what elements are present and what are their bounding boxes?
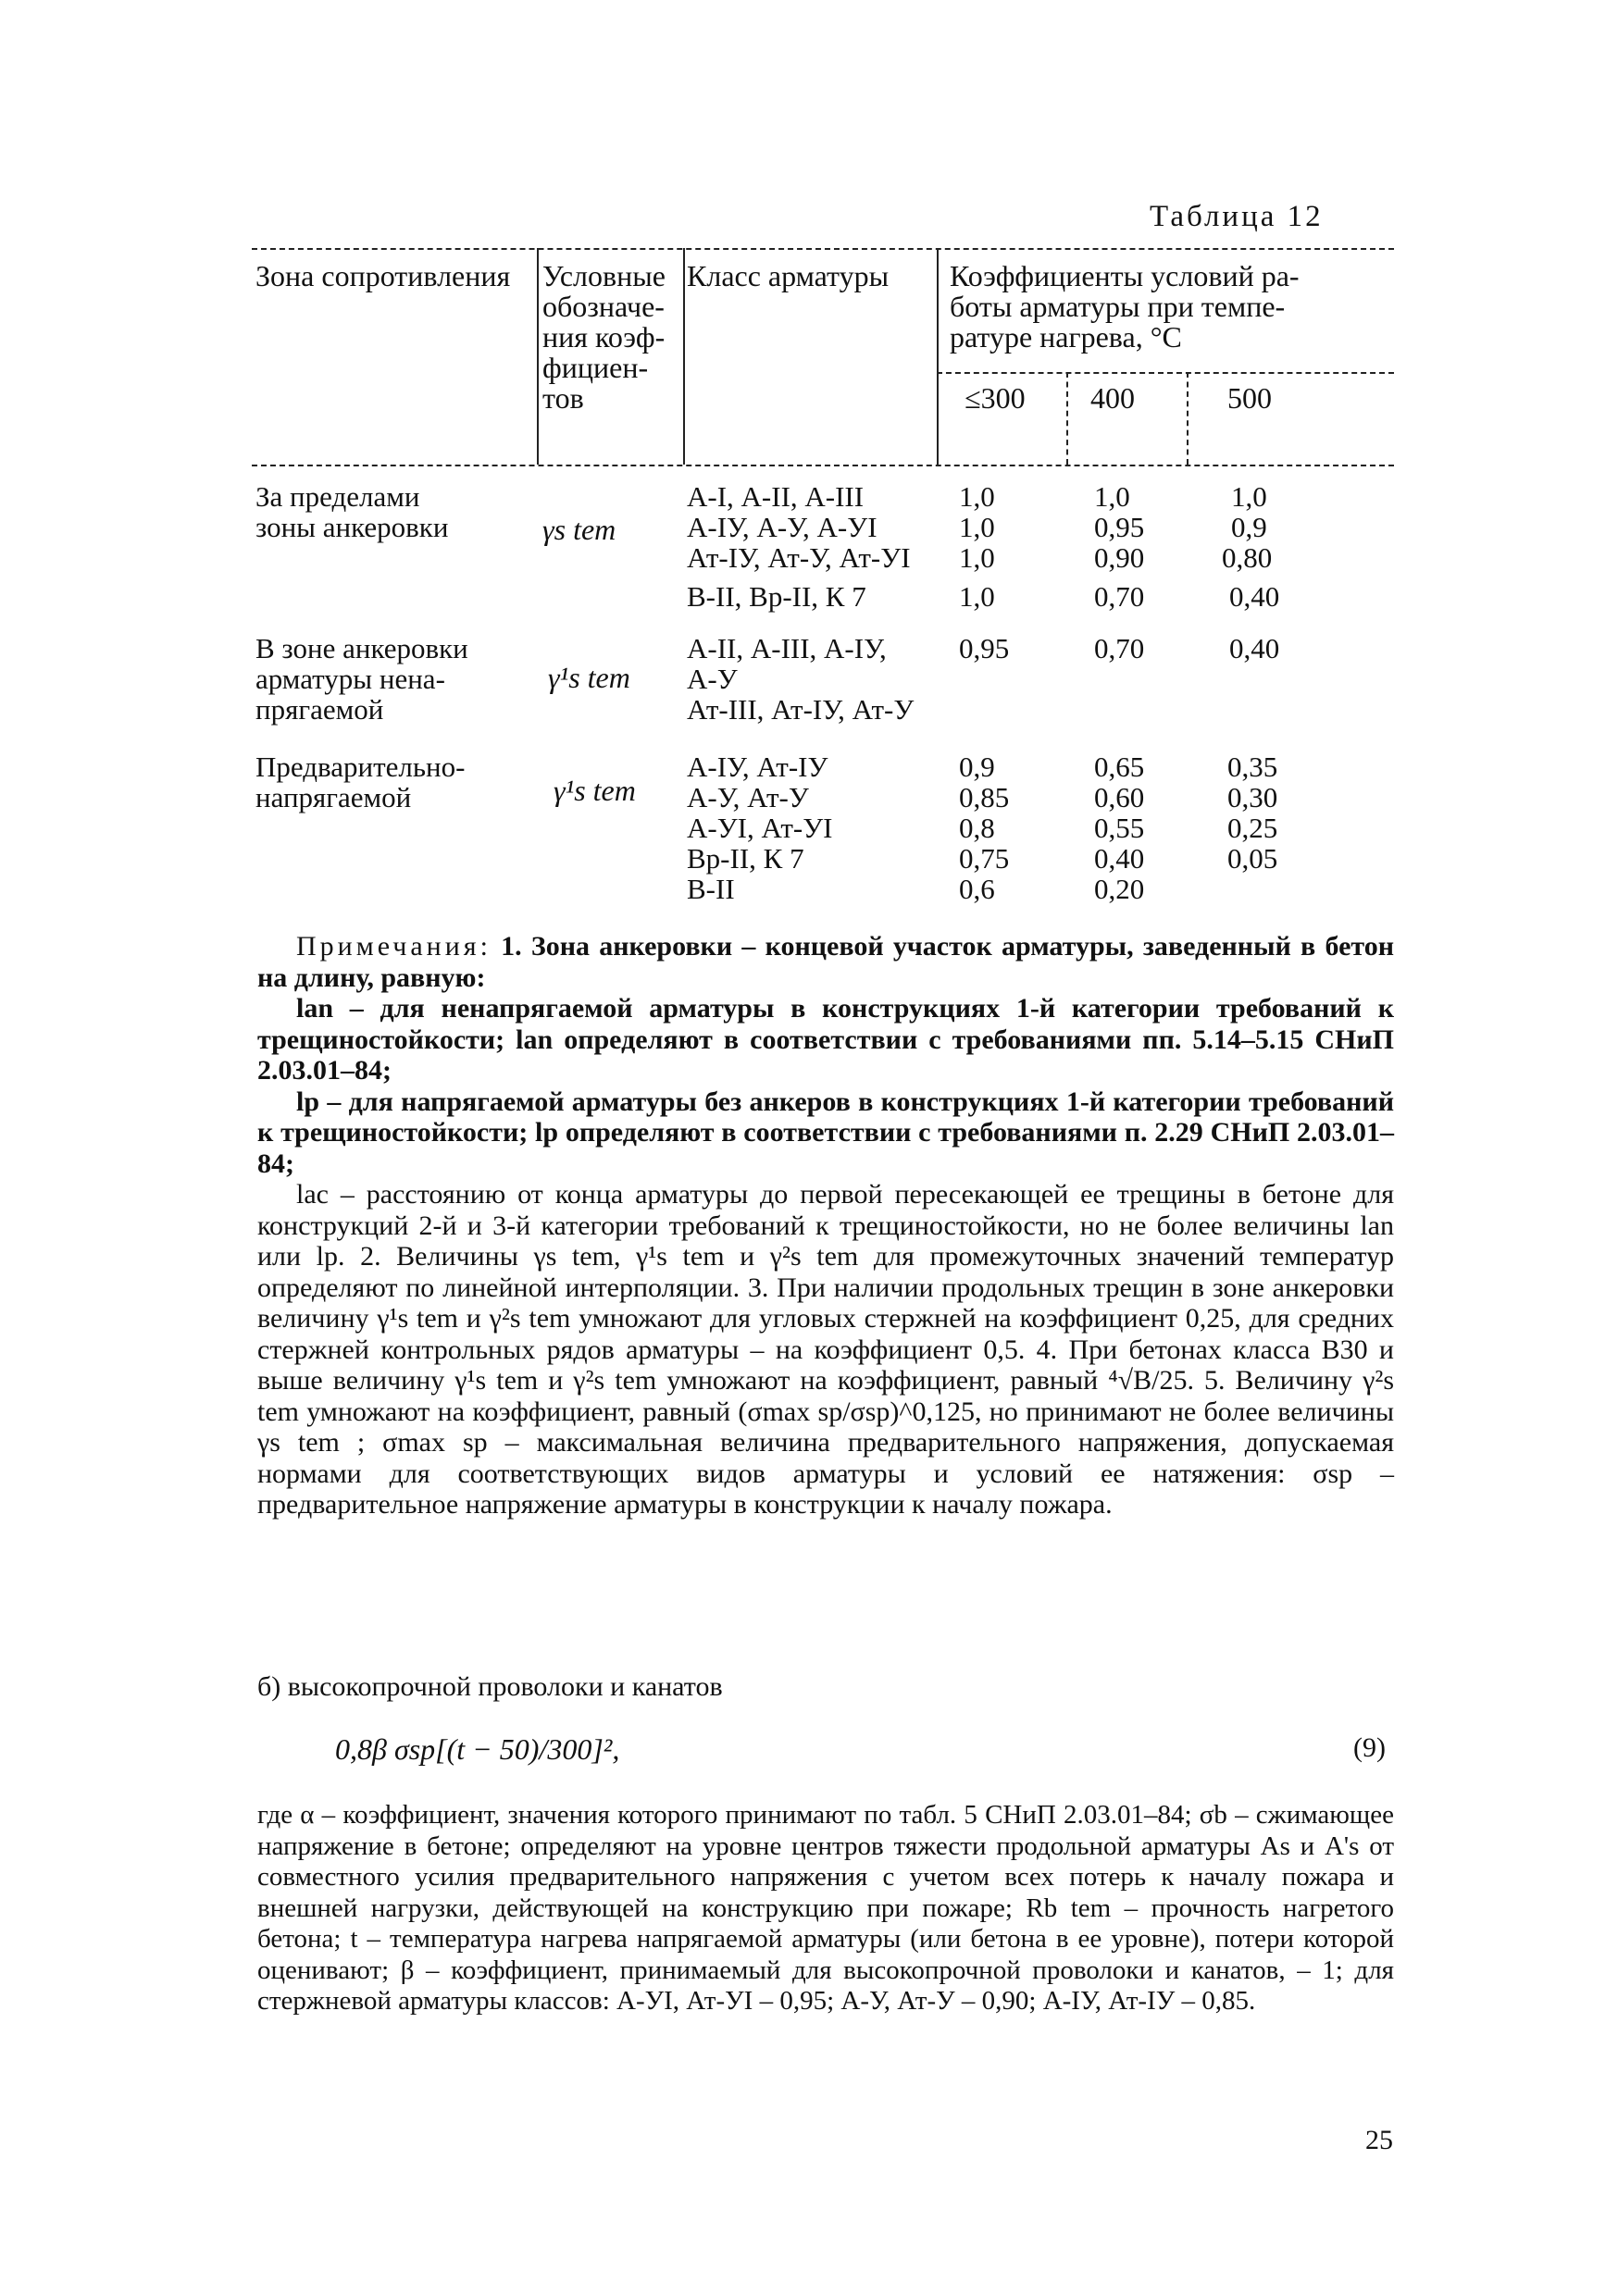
row-v500: 0,25 bbox=[1227, 812, 1278, 844]
table-top-rule bbox=[252, 248, 1394, 250]
zone-line: прягаемой bbox=[255, 693, 384, 726]
header-temp-500: 500 bbox=[1227, 381, 1272, 415]
row-v300: 0,8 bbox=[959, 812, 995, 844]
row-v300: 1,0 bbox=[959, 480, 995, 513]
header-coef-line: боты арматуры при темпе- bbox=[950, 290, 1286, 323]
row-v500: 0,9 bbox=[1231, 511, 1267, 543]
row-v500: 0,35 bbox=[1227, 751, 1278, 783]
row-class: Ат-III, Ат-IУ, Ат-У bbox=[687, 693, 915, 726]
row-class: А-IУ, А-У, А-УI bbox=[687, 511, 877, 543]
group-symbol: γ¹s tem bbox=[554, 774, 636, 807]
header-class: Класс арматуры bbox=[687, 259, 890, 292]
row-v400: 0,60 bbox=[1094, 781, 1145, 813]
notes-heading: Примечания: bbox=[296, 931, 492, 962]
row-v300: 0,75 bbox=[959, 842, 1010, 875]
row-v300: 0,85 bbox=[959, 781, 1010, 813]
group-symbol: γ¹s tem bbox=[548, 661, 630, 694]
row-v300: 0,9 bbox=[959, 751, 995, 783]
row-class: А-I, А-II, А-III bbox=[687, 480, 865, 513]
col-divider-1 bbox=[537, 248, 539, 465]
header-temp-400: 400 bbox=[1090, 381, 1135, 415]
row-class: А-УI, Ат-УI bbox=[687, 812, 833, 844]
row-class: В-II bbox=[687, 873, 735, 905]
temp-header-rule bbox=[937, 372, 1394, 374]
row-v300: 1,0 bbox=[959, 541, 995, 574]
header-symbol bbox=[542, 261, 666, 414]
row-class: А-IУ, Ат-IУ bbox=[687, 751, 828, 783]
notes-para-2: lan – для ненапрягаемой арматуры в конструкциях 1-й категории требований к трещиностойкости; lan определяют в соответствии с требованиями пп. 5.14–5.15 СНиП 2.03.01–84; bbox=[257, 993, 1394, 1086]
notes-para-3: lp – для напрягаемой арматуры без анкеров в конструкциях 1-й категории требований к трещиностойкости; lp определяют в соответствии с требованиями п. 2.29 СНиП 2.03.01–84; bbox=[257, 1086, 1394, 1179]
group-zone bbox=[255, 751, 465, 813]
row-v400: 0,20 bbox=[1094, 873, 1145, 905]
row-class: В-II, Вр-II, К 7 bbox=[687, 580, 866, 613]
row-v500: 0,80 bbox=[1222, 541, 1273, 574]
row-v500: 1,0 bbox=[1231, 480, 1267, 513]
header-coef bbox=[950, 261, 1300, 353]
page-number: 25 bbox=[1365, 2125, 1393, 2155]
row-class: Ат-IУ, Ат-У, Ат-УI bbox=[687, 541, 911, 574]
header-symbol-line: ния коэф- bbox=[542, 320, 666, 354]
table-notes bbox=[257, 931, 1394, 1520]
col-divider-3 bbox=[937, 248, 939, 465]
group-zone bbox=[255, 633, 468, 725]
col-divider-temp-1 bbox=[1066, 372, 1068, 465]
header-symbol-line: тов bbox=[542, 381, 584, 415]
col-divider-2 bbox=[683, 248, 685, 465]
notes-para-4: lac – расстоянию от конца арматуры до первой пересекающей ее трещины в бетоне для конструкций 2-й и 3-й категории требований к трещиностойкости, но не более величины lan или lp. 2. Величины γs tem, γ¹s tem и γ²s tem для промежуточных значений температур определяют по линейной интерполяции. 3. При наличии продольных трещин в зоне анкеровки величину γ¹s tem и γ²s tem умножают для угловых стержней на коэффициент 0,25, для средних стержней контрольных рядов арматуры – на коэффициент 0,5. 4. При бетонах класса В30 и выше величину γ¹s tem и γ²s tem умножают на коэффициент, равный ⁴√B/25. 5. Величину γ²s tem умножают на коэффициент, равный (σmax sp/σsp)^0,125, но принимают не более величины γs tem ; σmax sp – максимальная величина предварительного напряжения, допускаемая нормами для соответствующих видов арматуры и условий ее натяжения: σsp – предварительное напряжение арматуры в конструкции к началу пожара. bbox=[257, 1179, 1394, 1520]
row-v400: 0,95 bbox=[1094, 511, 1145, 543]
section-heading-b: б) высокопрочной проволоки и канатов bbox=[257, 1671, 723, 1702]
zone-line: зоны анкеровки bbox=[255, 511, 449, 543]
zone-line: напрягаемой bbox=[255, 781, 412, 813]
header-coef-line: Коэффициенты условий ра- bbox=[950, 259, 1300, 292]
row-v500: 0,05 bbox=[1227, 842, 1278, 875]
group-symbol: γs tem bbox=[542, 513, 616, 546]
group-zone bbox=[255, 481, 448, 542]
header-temp-300: ≤300 bbox=[965, 381, 1026, 415]
header-zone: Зона сопротивления bbox=[255, 259, 511, 292]
row-v400: 1,0 bbox=[1094, 480, 1130, 513]
row-v500: 0,40 bbox=[1229, 580, 1280, 613]
formula-number: (9) bbox=[1353, 1732, 1386, 1763]
row-v300: 0,6 bbox=[959, 873, 995, 905]
row-v400: 0,65 bbox=[1094, 751, 1145, 783]
header-coef-line: ратуре нагрева, °С bbox=[950, 320, 1182, 354]
zone-line: Предварительно- bbox=[255, 751, 466, 783]
row-class: А-У bbox=[687, 663, 738, 695]
row-class: А-II, А-III, А-IУ, bbox=[687, 632, 887, 664]
header-symbol-line: фициен- bbox=[542, 351, 649, 384]
zone-line: арматуры нена- bbox=[255, 663, 445, 695]
row-v400: 0,40 bbox=[1094, 842, 1145, 875]
row-v500: 0,30 bbox=[1227, 781, 1278, 813]
row-v300: 1,0 bbox=[959, 580, 995, 613]
zone-line: За пределами bbox=[255, 480, 420, 513]
row-v400: 0,55 bbox=[1094, 812, 1145, 844]
row-class: А-У, Ат-У bbox=[687, 781, 809, 813]
header-symbol-line: Условные bbox=[542, 259, 666, 292]
formula: 0,8β σsp[(t − 50)/300]², bbox=[335, 1732, 620, 1766]
row-class: Вр-II, К 7 bbox=[687, 842, 804, 875]
notes-para-1 bbox=[257, 931, 1394, 993]
row-v300: 1,0 bbox=[959, 511, 995, 543]
notes-text: 1. Зона анкеровки – концевой участок арматуры, заведенный в бетон на длину, равную: bbox=[257, 931, 1395, 993]
row-v400: 0,70 bbox=[1094, 632, 1145, 664]
row-v400: 0,70 bbox=[1094, 580, 1145, 613]
zone-line: В зоне анкеровки bbox=[255, 632, 468, 664]
header-bottom-rule bbox=[252, 465, 1394, 466]
row-v400: 0,90 bbox=[1094, 541, 1145, 574]
col-divider-temp-2 bbox=[1187, 372, 1189, 465]
header-symbol-line: обозначе- bbox=[542, 290, 665, 323]
row-v500: 0,40 bbox=[1229, 632, 1280, 664]
table-title: Таблица 12 bbox=[1150, 200, 1324, 233]
row-v300: 0,95 bbox=[959, 632, 1010, 664]
formula-explanation: где α – коэффициент, значения которого принимают по табл. 5 СНиП 2.03.01–84; σb – сжимающее напряжение в бетоне; определяют на уровне центров тяжести продольной арматуры As и A's от совместного усилия предварительного напряжения с учетом всех потерь к началу пожара и внешней нагрузки, действующей на конструкцию при пожаре; Rb tem – прочность нагретого бетона; t – температура нагрева напрягаемой арматуры (или бетона в ее уровне), потери которой оценивают; β – коэффициент, принимаемый для высокопрочной проволоки и канатов, – 1; для стержневой арматуры классов: А-УI, Ат-УI – 0,95; А-У, Ат-У – 0,90; А-IУ, Ат-IУ – 0,85. bbox=[257, 1800, 1394, 2016]
